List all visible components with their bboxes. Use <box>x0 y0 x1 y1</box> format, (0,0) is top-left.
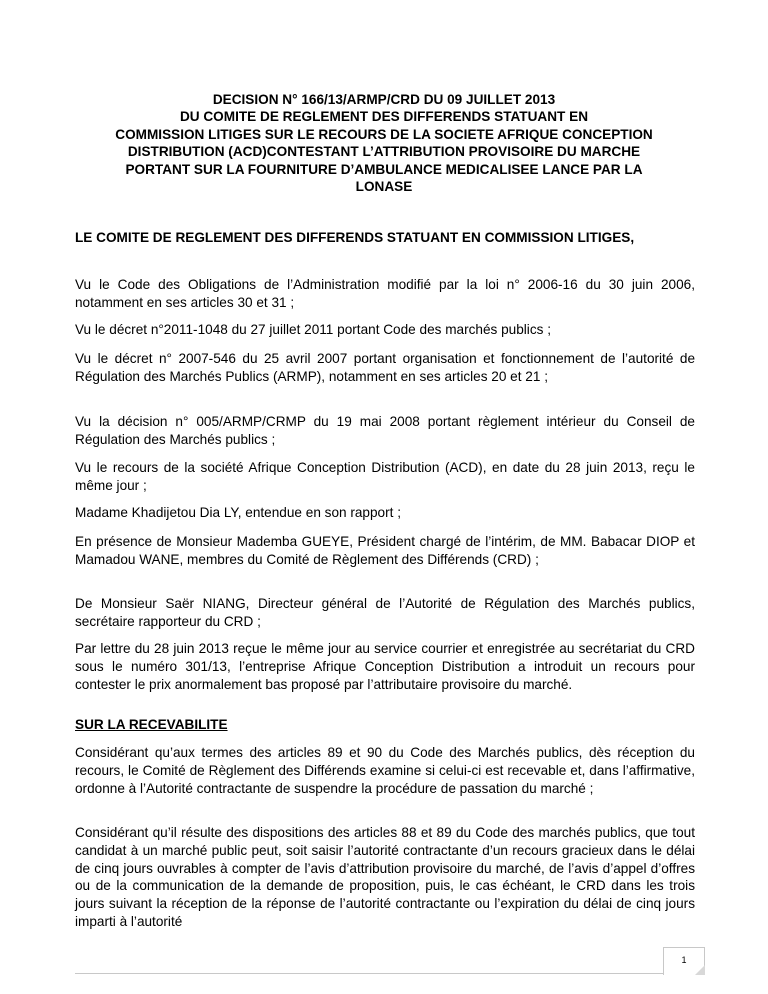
paragraph: En présence de Monsieur Mademba GUEYE, Président chargé de l’intérim, de MM. Babacar DIOP et Mamadou WANE, membres du Comité de Règlement des Différends (CRD) ; <box>75 534 695 567</box>
paragraph: Vu la décision n° 005/ARMP/CRMP du 19 mai 2008 portant règlement intérieur du Conseil de Régulation des Marchés publics ; <box>75 414 695 447</box>
paragraph: Considérant qu’il résulte des dispositions des articles 88 et 89 du Code des marchés publics, que tout candidat à un marché public peut, soit saisir l’autorité contractante d’un recours gracieux dans le délai de cinq jours ouvrables à compter de l’avis d’attribution provisoire du marché, de l’avis d’appel d’offres ou de la communication de la demande de proposition, puis, le cas échéant, le CRD dans les trois jours suivant la réception de la réponse de l’autorité contractante ou l’expiration du délai de cinq jours imparti à l’autorité <box>75 825 695 929</box>
title-line: DISTRIBUTION (ACD)CONTESTANT L’ATTRIBUTION PROVISOIRE DU MARCHE <box>127 144 641 160</box>
paragraph: Vu le décret n°2011-1048 du 27 juillet 2011 portant Code des marchés publics ; <box>75 322 551 337</box>
paragraph: Par lettre du 28 juin 2013 reçue le même jour au service courrier et enregistrée au secrétariat du CRD sous le numéro 301/13, l’entreprise Afrique Conception Distribution a introduit un recours pour contester le prix anormalement bas proposé par l’attributaire provisoire du marché. <box>75 641 695 692</box>
title-line: COMMISSION LITIGES SUR LE RECOURS DE LA SOCIETE AFRIQUE CONCEPTION <box>115 126 653 142</box>
page-number-box <box>663 947 705 975</box>
paragraph: Considérant qu’aux termes des articles 89 et 90 du Code des Marchés publics, dès réception du recours, le Comité de Règlement des Différends examine si celui-ci est recevable et, dans l’affirmative, ordonne à l’Autorité contractante de suspendre la procédure de passation du marché ; <box>75 745 695 796</box>
page-number: 1 <box>681 955 687 965</box>
title-line: LONASE <box>355 179 413 195</box>
section-heading: SUR LA RECEVABILITE <box>75 717 228 732</box>
title-line: DU COMITE DE REGLEMENT DES DIFFERENDS STATUANT EN <box>179 109 589 125</box>
paragraph: Vu le recours de la société Afrique Conception Distribution (ACD), en date du 28 juin 2013, reçu le même jour ; <box>75 460 695 493</box>
paragraph: Vu le décret n° 2007-546 du 25 avril 2007 portant organisation et fonctionnement de l’autorité de Régulation des Marchés Publics (ARMP), notamment en ses articles 20 et 21 ; <box>75 351 695 384</box>
title-line: DECISION N° 166/13/ARMP/CRD DU 09 JUILLET 2013 <box>212 92 556 107</box>
decision-title <box>60 91 708 195</box>
committee-heading: LE COMITE DE REGLEMENT DES DIFFERENDS STATUANT EN COMMISSION LITIGES, <box>75 230 635 245</box>
footer-rule <box>75 973 703 974</box>
paragraph: Madame Khadijetou Dia LY, entendue en son rapport ; <box>75 505 401 520</box>
title-line: PORTANT SUR LA FOURNITURE D’AMBULANCE MEDICALISEE LANCE PAR LA <box>125 161 643 177</box>
paragraph: De Monsieur Saër NIANG, Directeur général de l’Autorité de Régulation des Marchés publics, secrétaire rapporteur du CRD ; <box>75 596 695 629</box>
paragraph: Vu le Code des Obligations de l’Administration modifié par la loi n° 2006-16 du 30 juin 2006, notamment en ses articles 30 et 31 ; <box>75 277 695 310</box>
